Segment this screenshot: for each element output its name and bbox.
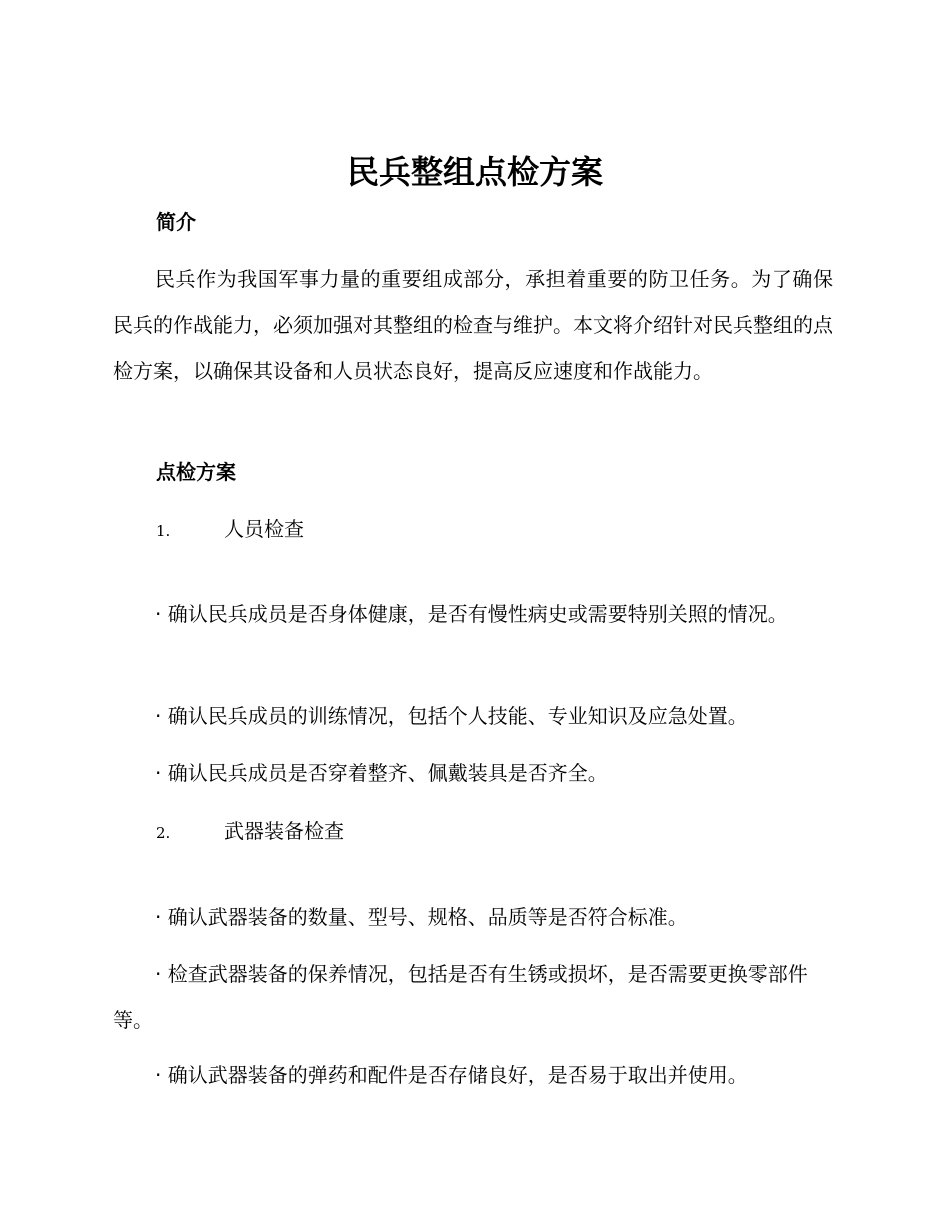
section-1-heading — [156, 514, 304, 546]
section-2-heading — [156, 816, 344, 848]
section-1-number: 1. — [156, 522, 171, 540]
section-2-title: 武器装备检查 — [224, 819, 344, 843]
section-2-item-1: · 确认武器装备的数量、型号、规格、品质等是否符合标准。 — [155, 905, 688, 929]
section-1-item-1: · 确认民兵成员是否身体健康，是否有慢性病史或需要特别关照的情况。 — [155, 602, 788, 626]
section-2-number: 2. — [156, 824, 171, 842]
intro-paragraph: 民兵作为我国军事力量的重要组成部分，承担着重要的防卫任务。为了确保民兵的作战能力，必须加强对其整组的检查与维护。本文将介绍针对民兵整组的点检方案，以确保其设备和人员状态良好，提高反应速度和作战能力。 — [113, 267, 833, 383]
section-2-item-3: · 确认武器装备的弹药和配件是否存储良好，是否易于取出并使用。 — [155, 1063, 748, 1087]
document-title: 民兵整组点检方案 — [346, 153, 603, 191]
section-1-item-2: · 确认民兵成员的训练情况，包括个人技能、专业知识及应急处置。 — [155, 704, 748, 728]
plan-heading: 点检方案 — [156, 460, 236, 484]
section-1-title: 人员检查 — [224, 517, 304, 541]
section-2-item-2: · 检查武器装备的保养情况，包括是否有生锈或损坏，是否需要更换零部件等。 — [113, 962, 808, 1032]
intro-heading: 简介 — [156, 210, 196, 234]
section-1-item-3: · 确认民兵成员是否穿着整齐、佩戴装具是否齐全。 — [155, 761, 608, 785]
